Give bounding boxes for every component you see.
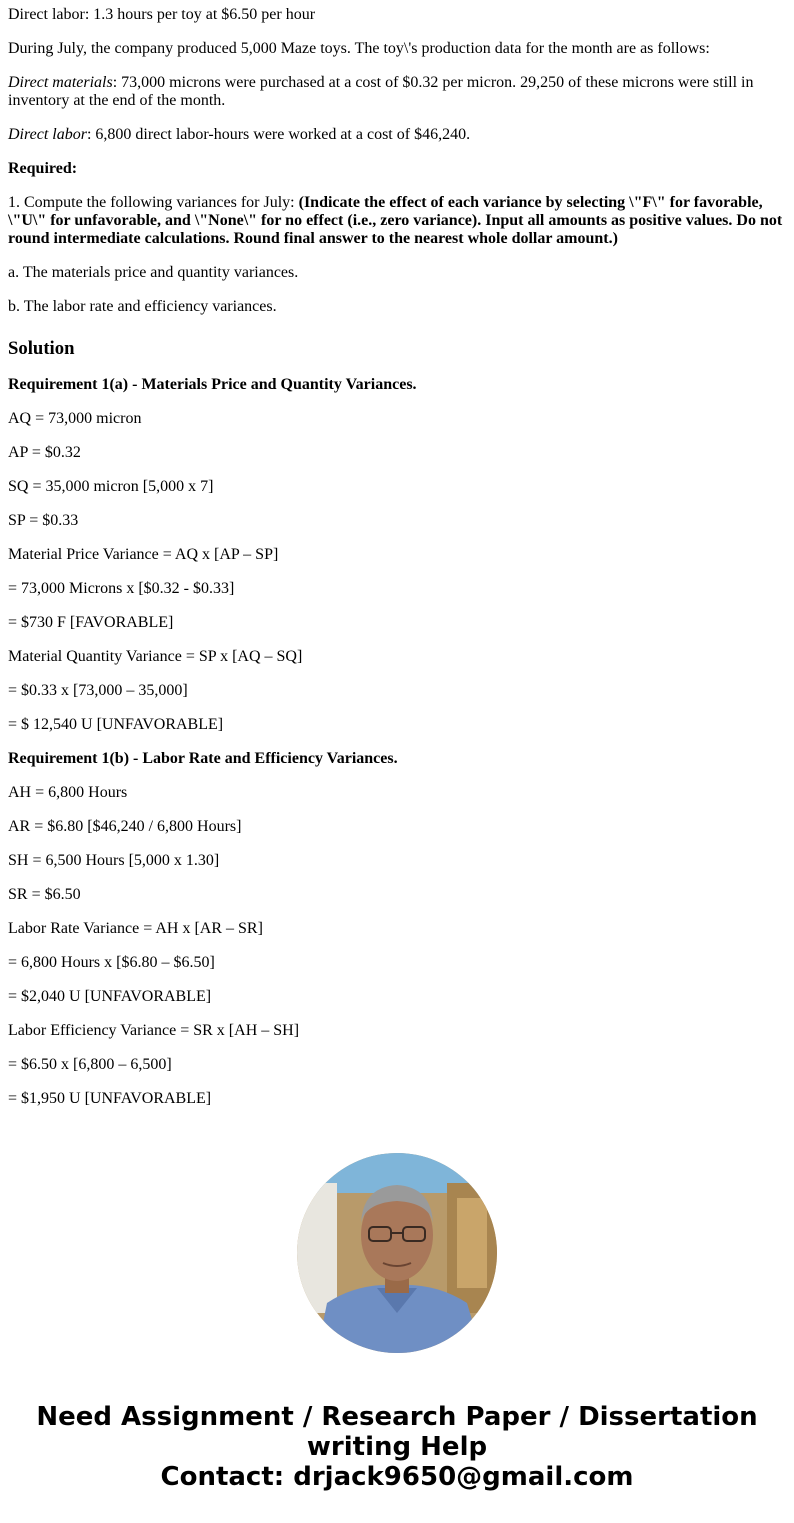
direct-labor-standard: Direct labor: 1.3 hours per toy at $6.50 per hour	[8, 6, 316, 23]
solution-line: Material Price Variance = AQ x [AP – SP]	[8, 546, 279, 563]
solution-line: SP = $0.33	[8, 512, 79, 529]
solution-line: Material Quantity Variance = SP x [AQ – SQ]	[8, 648, 303, 665]
question-1b: b. The labor rate and efficiency variances.	[8, 298, 277, 315]
solution-line: SH = 6,500 Hours [5,000 x 1.30]	[8, 852, 220, 869]
solution-line: = $1,950 U [UNFAVORABLE]	[8, 1090, 212, 1107]
question-1-prefix: 1. Compute the following variances for July:	[8, 194, 299, 211]
solution-line: = $730 F [FAVORABLE]	[8, 614, 174, 631]
solution-line: = $2,040 U [UNFAVORABLE]	[8, 988, 212, 1005]
solution-heading: Solution	[8, 338, 75, 359]
solution-line: = $6.50 x [6,800 – 6,500]	[8, 1056, 172, 1073]
solution-line: SR = $6.50	[8, 886, 81, 903]
question-1	[8, 194, 786, 248]
solution-line: Labor Efficiency Variance = SR x [AH – SH]	[8, 1022, 300, 1039]
question-1-instructions: (Indicate the effect of each variance by selecting \"F\" for favorable, \"U\" for unfavorable, and \"None\" for no effect (i.e., zero variance). Input all amounts as positive values. Do not round intermediate calculations. Round final answer to the nearest whole dollar amount.)	[8, 194, 783, 247]
solution-line: AR = $6.80 [$46,240 / 6,800 Hours]	[8, 818, 242, 835]
solution-line: AH = 6,800 Hours	[8, 784, 128, 801]
requirement-1a-heading: Requirement 1(a) - Materials Price and Quantity Variances.	[8, 376, 417, 393]
direct-labor-label: Direct labor	[8, 126, 87, 143]
promo-line-2: writing Help	[306, 1432, 488, 1462]
requirement-1b-heading: Requirement 1(b) - Labor Rate and Efficiency Variances.	[8, 750, 398, 767]
direct-materials-label: Direct materials	[8, 74, 113, 91]
promo-banner	[0, 1402, 794, 1492]
required-heading: Required:	[8, 160, 78, 177]
author-avatar	[297, 1153, 497, 1353]
solution-line: Labor Rate Variance = AH x [AR – SR]	[8, 920, 263, 937]
solution-line: = 6,800 Hours x [$6.80 – $6.50]	[8, 954, 215, 971]
document-body	[8, 6, 786, 1124]
direct-labor-paragraph	[8, 126, 786, 144]
direct-materials-paragraph	[8, 74, 786, 110]
question-1a: a. The materials price and quantity variances.	[8, 264, 299, 281]
direct-labor-text: : 6,800 direct labor-hours were worked at a cost of $46,240.	[86, 126, 471, 143]
direct-materials-text: : 73,000 microns were purchased at a cost of $0.32 per micron. 29,250 of these microns were still in inventory at the end of the month.	[8, 74, 754, 109]
july-production-text: During July, the company produced 5,000 Maze toys. The toy\'s production data for the month are as follows:	[8, 40, 710, 57]
solution-line: = 73,000 Microns x [$0.32 - $0.33]	[8, 580, 235, 597]
solution-line: SQ = 35,000 micron [5,000 x 7]	[8, 478, 214, 495]
author-portrait-image	[297, 1153, 497, 1353]
solution-line: = $ 12,540 U [UNFAVORABLE]	[8, 716, 224, 733]
promo-line-1: Need Assignment / Research Paper / Dissertation	[36, 1402, 758, 1432]
solution-line: AP = $0.32	[8, 444, 81, 461]
promo-contact: Contact: drjack9650@gmail.com	[160, 1462, 634, 1492]
solution-line: AQ = 73,000 micron	[8, 410, 142, 427]
solution-line: = $0.33 x [73,000 – 35,000]	[8, 682, 188, 699]
